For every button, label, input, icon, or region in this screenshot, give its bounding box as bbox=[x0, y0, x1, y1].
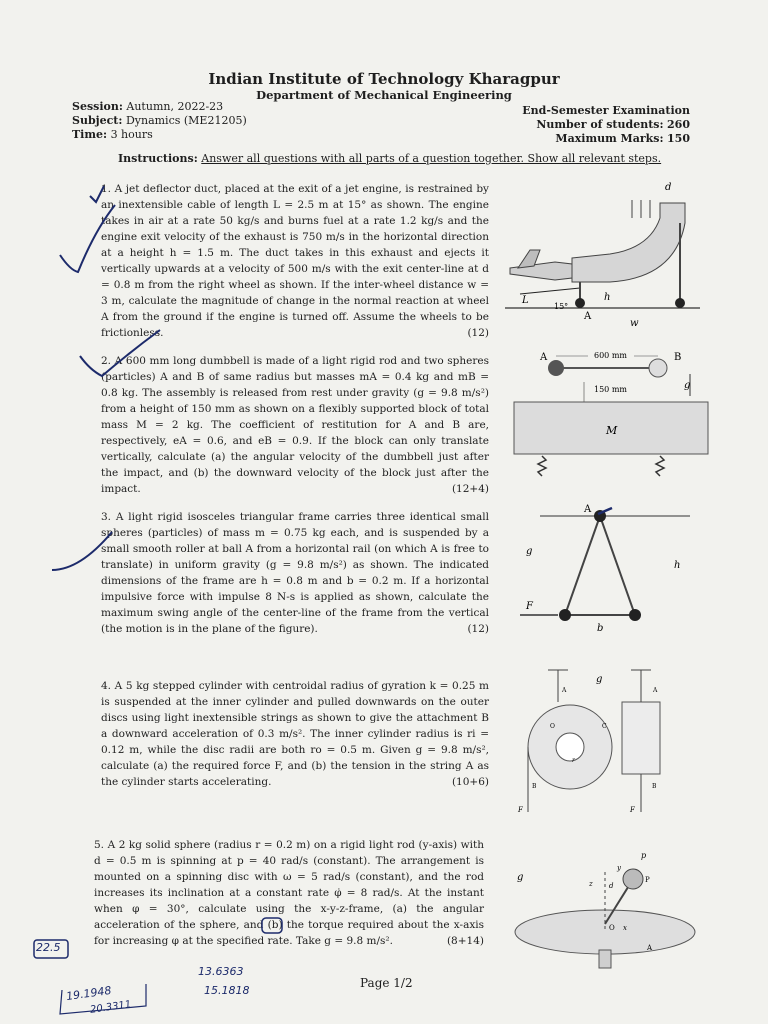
calc-1: 13.6363 bbox=[198, 965, 244, 978]
question-text: A 2 kg solid sphere (radius r = 0.2 m) on a rigid light rod (y-axis) with d = 0.5 m is spinning at p = 40 rad/s (constant). The arrangement is mounted on a spinning disc with ω = 5 rad/s (constant), and the rod increases its inclination at a constant rate φ̇ = 8 rad/s. At the instant when φ = 30°, calculate using the x-y-z-frame, (a) the angular acceleration of the sphere, and (b) the torque required about the x-axis for increasing φ at the specified rate. Take g = 9.8 m/s². bbox=[94, 839, 485, 947]
label-ro: r bbox=[572, 757, 575, 764]
label-M: M bbox=[606, 424, 618, 437]
label-A: A bbox=[562, 687, 567, 694]
label-h: h bbox=[604, 292, 611, 303]
label-d: d bbox=[609, 882, 614, 890]
marks-label: Maximum Marks: bbox=[555, 132, 664, 145]
question-marks: (12+4) bbox=[451, 483, 489, 495]
time-value: 3 hours bbox=[110, 128, 153, 141]
label-O: O bbox=[609, 924, 615, 932]
question-number: 4. bbox=[101, 680, 112, 692]
checkmark-q2 bbox=[80, 330, 160, 376]
label-A: A bbox=[584, 311, 592, 322]
instructions-label: Instructions: bbox=[118, 152, 198, 165]
label-h: h bbox=[674, 560, 681, 571]
label-angle: 15° bbox=[554, 302, 569, 311]
marks-value: 150 bbox=[667, 132, 690, 145]
label-F-side: F bbox=[630, 806, 635, 814]
score-mark: 22.5 bbox=[36, 941, 61, 954]
label-A-side: A bbox=[653, 687, 658, 694]
label-F: F bbox=[526, 601, 533, 612]
label-z: z bbox=[589, 880, 593, 888]
question-text: A 5 kg stepped cylinder with centroidal radius of gyration k = 0.25 m is suspended at the inner cylinder and pulled downwards on the outer discs using light inextensible strings as shown to give the attachment B a downward acceleration of 0.3 m/s². The inner cylinder radius is ri = 0.12 m, while the disc radii are both ro = 0.5 m. Given g = 9.8 m/s², calculate (a) the required force F, and (b) the tension in the string A as the cylinder starts accelerating. bbox=[101, 680, 489, 788]
label-P: P bbox=[645, 876, 650, 884]
label-B: B bbox=[532, 783, 537, 790]
label-B-side: B bbox=[652, 783, 657, 790]
label-O: O bbox=[550, 723, 555, 730]
label-L: L bbox=[522, 295, 529, 306]
students-value: 260 bbox=[667, 118, 690, 131]
label-g: g bbox=[517, 872, 524, 883]
label-d: d bbox=[665, 182, 672, 193]
label-g: g bbox=[596, 674, 603, 685]
label-g: g bbox=[526, 546, 533, 557]
label-A: A bbox=[540, 352, 548, 363]
label-w: w bbox=[630, 318, 639, 329]
question-marks: (12) bbox=[467, 623, 489, 635]
time-label: Time: bbox=[72, 128, 108, 141]
label-F: F bbox=[518, 806, 523, 814]
question-marks: (12) bbox=[467, 327, 489, 339]
label-p: p bbox=[641, 851, 647, 860]
question-marks: (10+6) bbox=[451, 776, 489, 788]
question-text: A jet deflector duct, placed at the exit of a jet engine, is restrained by an inextensible cable of length L = 2.5 m at 15° as shown. The engine takes in air at a rate 50 kg/s and burns fuel at a rate 1.2 kg/s and the engine exit velocity of the exhaust is 750 m/s in the horizontal direction at a height h = 1.5 m. The duct takes in this exhaust and ejects it vertically upwards at a velocity of 500 m/s with the exit center-line at d = 0.8 m from the right wheel as shown. If the inter-wheel distance w = 3 m, calculate the magnitude of change in the normal reaction at wheel A from the ground if the engine is turned off. Assume the wheels to be frictionless. bbox=[101, 183, 489, 339]
calc-2: 15.1818 bbox=[204, 984, 250, 997]
question-number: 1. bbox=[101, 183, 112, 195]
question-text: A light rigid isosceles triangular frame carries three identical small spheres (particles) of mass m = 0.75 kg each, and is suspended by a small smooth roller at ball A from a horizontal rail (on which A is free to translate) in uniform gravity (g = 9.8 m/s²) as shown. The indicated dimensions of the frame are h = 0.8 m and b = 0.2 m. If a horizontal impulsive force with impulse 8 N-s is applied as shown, calculate the maximum swing angle of the center-line of the frame from the vertical (the motion is in the plane of the figure). bbox=[101, 511, 489, 635]
label-g: g bbox=[684, 380, 691, 391]
exam-name: End-Semester Examination bbox=[522, 104, 690, 117]
instructions-text: Answer all questions with all parts of a question together. Show all relevant steps. bbox=[201, 152, 662, 165]
label-y: y bbox=[617, 864, 621, 872]
calc-3: 19.1948 bbox=[65, 983, 113, 1004]
subject-label: Subject: bbox=[72, 114, 123, 127]
label-length: 600 mm bbox=[594, 351, 627, 360]
label-B: B bbox=[674, 352, 682, 363]
calc-4: 20.3311 bbox=[89, 999, 132, 1016]
label-A: A bbox=[647, 944, 653, 952]
question-number: 2. bbox=[101, 355, 112, 367]
session-value: Autumn, 2022-23 bbox=[126, 100, 224, 113]
label-b: b bbox=[597, 623, 604, 634]
circle-b bbox=[262, 918, 282, 933]
question-text: A 600 mm long dumbbell is made of a light rigid rod and two spheres (particles) A and B of same radius but masses mA = 0.4 kg and mB = 0.8 kg. The assembly is released from rest under gravity (g = 9.8 m/s²) from a height of 150 mm as shown on a flexibly supported block of total mass M = 2 kg. The coefficient of restitution for A and B are, respectively, eA = 0.6, and eB = 0.9. If the block can only translate vertically, calculate (a) the angular velocity of the dumbbell just after the impact, and (b) the downward velocity of the block just after the impact. bbox=[101, 355, 490, 495]
question-number: 5. bbox=[94, 839, 105, 851]
department-title: Department of Mechanical Engineering bbox=[256, 88, 512, 102]
session-label: Session: bbox=[72, 100, 123, 113]
label-C: C bbox=[602, 723, 607, 730]
checkmark-q1 bbox=[60, 205, 115, 272]
tick-q1 bbox=[90, 186, 104, 202]
institute-title: Indian Institute of Technology Kharagpur bbox=[208, 70, 560, 88]
arrow-a bbox=[598, 508, 612, 514]
page-number: Page 1/2 bbox=[360, 976, 413, 990]
question-number: 3. bbox=[101, 511, 112, 523]
checkmark-q3 bbox=[52, 532, 112, 570]
pen-marks bbox=[34, 186, 612, 1014]
question-marks: (8+14) bbox=[446, 935, 484, 947]
students-label: Number of students: bbox=[536, 118, 664, 131]
label-A: A bbox=[584, 504, 592, 515]
subject-value: Dynamics (ME21205) bbox=[125, 114, 247, 127]
label-x: x bbox=[623, 924, 627, 932]
label-height: 150 mm bbox=[594, 385, 627, 394]
